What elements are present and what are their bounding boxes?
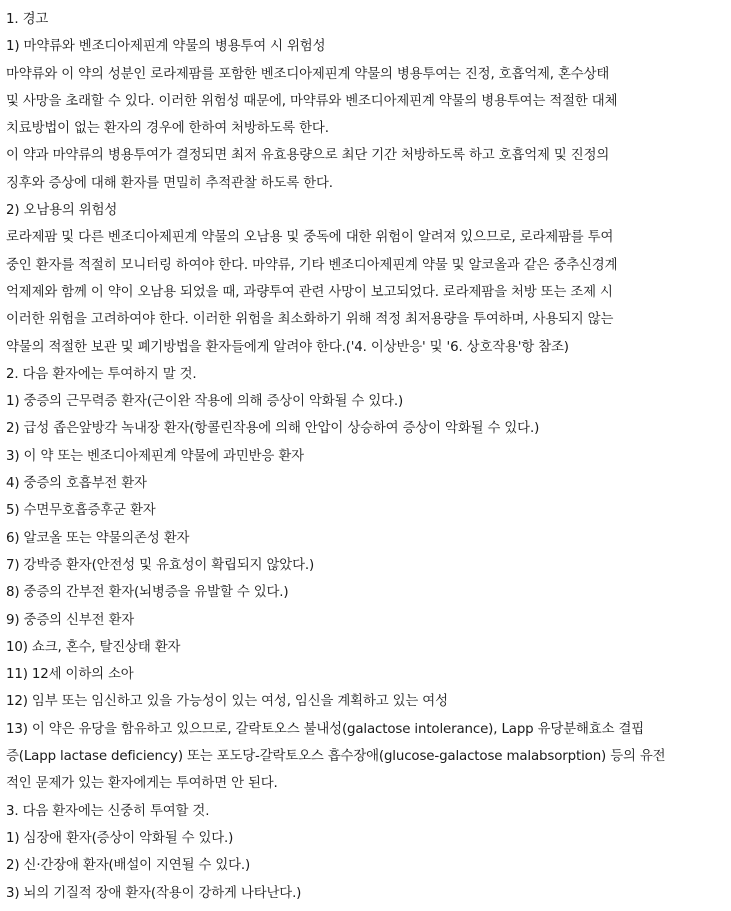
list-item: 3) 뇌의 기질적 장애 환자(작용이 강하게 나타난다.) xyxy=(6,885,302,901)
section-heading-warning: 1. 경고 xyxy=(6,12,49,27)
list-item: 11) 12세 이하의 소아 xyxy=(6,667,134,683)
subsection-heading: 1) 마약류와 벤조디아제핀계 약물의 병용투여 시 위험성 xyxy=(6,39,326,55)
paragraph-line: 징후와 증상에 대해 환자를 면밀히 추적관찰 하도록 한다. xyxy=(6,175,333,191)
list-item: 9) 중증의 신부전 환자 xyxy=(6,612,135,628)
list-item-continued: 적인 문제가 있는 환자에게는 투여하면 안 된다. xyxy=(6,776,278,792)
list-item: 4) 중증의 호흡부전 환자 xyxy=(6,476,147,492)
list-item: 12) 임부 또는 임신하고 있을 가능성이 있는 여성, 임신을 계획하고 있는 여성 xyxy=(6,694,448,710)
list-item: 6) 알코올 또는 약물의존성 환자 xyxy=(6,530,190,546)
paragraph-line: 치료방법이 없는 환자의 경우에 한하여 처방하도록 한다. xyxy=(6,121,329,137)
list-item: 13) 이 약은 유당을 함유하고 있으므로, 갈락토오스 불내성(galactose intolerance), Lapp 유당분해효소 결핍 xyxy=(6,721,645,737)
section-heading-precautions: 3. 다음 환자에는 신중히 투여할 것. xyxy=(6,803,210,819)
list-item-continued: 증(Lapp lactase deficiency) 또는 포도당-갈락토오스 흡수장애(glucose-galactose malabsorption) 등의 유전 xyxy=(6,749,666,765)
section-heading-contraindications: 2. 다음 환자에는 투여하지 말 것. xyxy=(6,366,197,382)
list-item: 1) 심장애 환자(증상이 악화될 수 있다.) xyxy=(6,830,234,846)
list-item: 3) 이 약 또는 벤조디아제핀계 약물에 과민반응 환자 xyxy=(6,448,304,464)
list-item: 2) 신·간장애 환자(배설이 지연될 수 있다.) xyxy=(6,858,251,874)
list-item: 1) 중증의 근무력증 환자(근이완 작용에 의해 증상이 악화될 수 있다.) xyxy=(6,394,404,410)
paragraph-line: 로라제팜 및 다른 벤조디아제핀계 약물의 오남용 및 중독에 대한 위험이 알려져 있으므로, 로라제팜를 투여 xyxy=(6,230,614,246)
document-body xyxy=(6,6,728,907)
paragraph-line: 억제제와 함께 이 약이 오남용 되었을 때, 과량투여 관련 사망이 보고되었다. 로라제팜을 처방 또는 조제 시 xyxy=(6,284,613,300)
paragraph-line: 중인 환자를 적절히 모니터링 하여야 한다. 마약류, 기타 벤조디아제핀계 약물 및 알코올과 같은 중추신경계 xyxy=(6,257,618,273)
paragraph-line: 마약류와 이 약의 성분인 로라제팜를 포함한 벤조디아제핀계 약물의 병용투여는 진정, 호흡억제, 혼수상태 xyxy=(6,66,610,82)
subsection-heading: 2) 오남용의 위험성 xyxy=(6,203,118,219)
paragraph-line: 및 사망을 초래할 수 있다. 이러한 위험성 때문에, 마약류와 벤조디아제핀계 약물의 병용투여는 적절한 대체 xyxy=(6,93,618,109)
list-item: 5) 수면무호흡증후군 환자 xyxy=(6,503,156,519)
list-item: 10) 쇼크, 혼수, 탈진상태 환자 xyxy=(6,639,181,655)
list-item: 7) 강박증 환자(안전성 및 유효성이 확립되지 않았다.) xyxy=(6,557,315,573)
paragraph-line: 이 약과 마약류의 병용투여가 결정되면 최저 유효용량으로 최단 기간 처방하도록 하고 호흡억제 및 진정의 xyxy=(6,148,610,164)
list-item: 8) 중증의 간부전 환자(뇌병증을 유발할 수 있다.) xyxy=(6,585,289,601)
paragraph-line: 이러한 위험을 고려하여야 한다. 이러한 위험을 최소화하기 위해 적정 최저용량을 투여하며, 사용되지 않는 xyxy=(6,312,614,328)
list-item: 2) 급성 좁은앞방각 녹내장 환자(항콜린작용에 의해 안압이 상승하여 증상이 악화될 수 있다.) xyxy=(6,421,540,437)
paragraph-line: 약물의 적절한 보관 및 폐기방법을 환자들에게 알려야 한다.('4. 이상반응' 및 '6. 상호작용'항 참조) xyxy=(6,339,569,355)
